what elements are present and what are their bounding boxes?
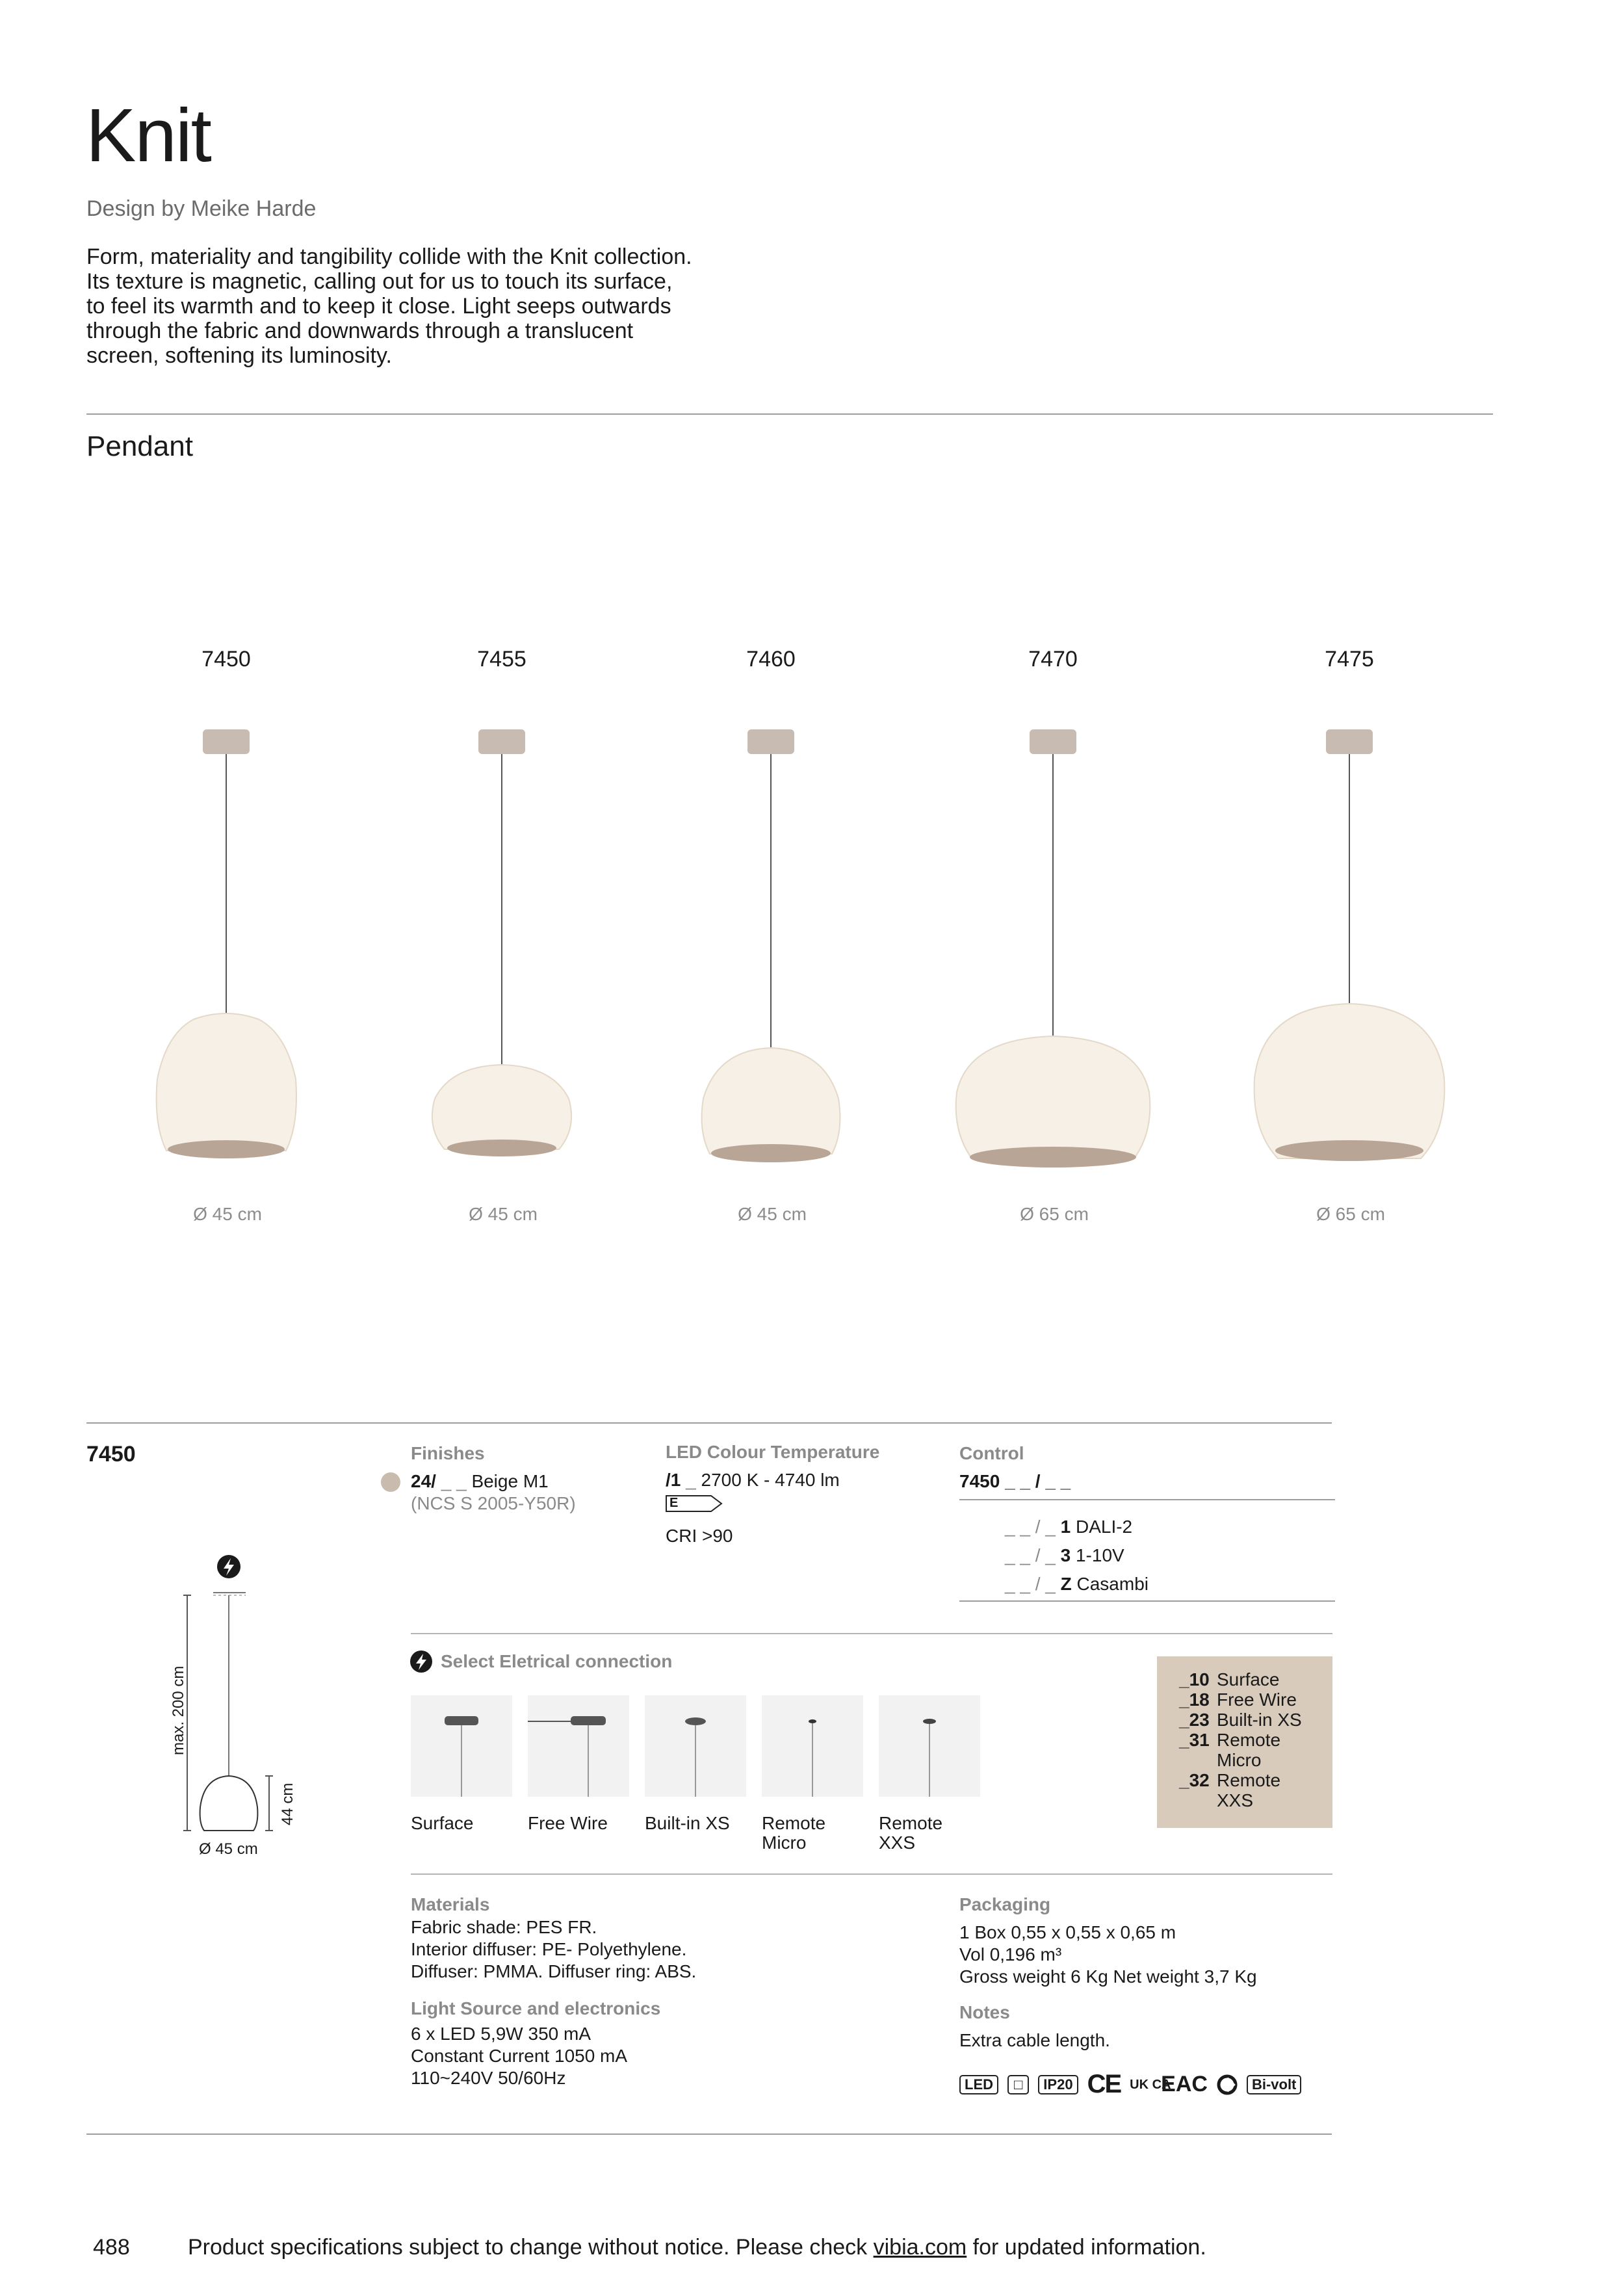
led-option	[666, 1469, 840, 1491]
canopy	[1326, 729, 1373, 754]
ip20-badge-icon: IP20	[1038, 2075, 1078, 2094]
intro-line: through the fabric and downwards through a translucent	[86, 319, 634, 343]
spec-bottom-divider	[86, 2133, 1332, 2135]
control-name: Casambi	[1076, 1574, 1149, 1594]
led-badge-icon: LED	[959, 2075, 998, 2094]
control-bottom-divider	[959, 1600, 1335, 1602]
energy-class-letter: E	[669, 1496, 679, 1510]
control-pattern: 7450 _ _ / _ _	[959, 1471, 1071, 1491]
connection-label-line: Remote	[879, 1813, 943, 1833]
light-source-label: Light Source and electronics	[411, 1998, 661, 2018]
ukca-mark-icon: UK CA	[1130, 2077, 1171, 2092]
connection-label-line: XXS	[879, 1833, 916, 1853]
materials-label: Materials	[411, 1894, 490, 1914]
control-code: 3	[1060, 1545, 1071, 1565]
lamp-7455-image	[432, 729, 571, 1156]
led-code: /1	[666, 1470, 681, 1490]
materials-line: Diffuser: PMMA. Diffuser ring: ABS.	[411, 1961, 697, 1981]
intro-line: to feel its warmth and to keep it close. Light seeps outwards	[86, 294, 671, 319]
control-name: 1-10V	[1075, 1545, 1124, 1565]
lamp-7450-image	[157, 729, 296, 1158]
divider	[411, 1633, 1332, 1634]
light-source-line: 110~240V 50/60Hz	[411, 2068, 566, 2088]
model-number-7470: 7470	[1028, 647, 1078, 672]
packaging-line: 1 Box 0,55 x 0,55 x 0,65 m	[959, 1922, 1176, 1942]
lamp-7460-image	[702, 729, 840, 1162]
page-title: Knit	[86, 93, 211, 177]
canopy	[747, 729, 794, 754]
led-blank: _	[686, 1470, 696, 1490]
connection-code-row	[1179, 1669, 1280, 1689]
certification-icons	[959, 2070, 1301, 2099]
connection-remote-xxs-label	[879, 1814, 942, 1853]
finish-blanks: _ _	[441, 1471, 467, 1491]
connection-surface-label	[411, 1814, 474, 1833]
light-source-line: Constant Current 1050 mA	[411, 2046, 628, 2066]
intro-text	[86, 244, 827, 368]
connection-code-name: Remote	[1217, 1730, 1281, 1750]
connection-code-name: Surface	[1217, 1669, 1280, 1689]
light-source-line: 6 x LED 5,9W 350 mA	[411, 2024, 591, 2044]
connection-code: _18	[1179, 1689, 1210, 1710]
diameter-7475: Ø 65 cm	[1316, 1204, 1385, 1224]
connection-code-row	[1179, 1770, 1280, 1790]
eac-mark-icon: EAC	[1161, 2072, 1208, 2096]
control-prefix: _ _ / _	[1005, 1517, 1056, 1537]
control-prefix: _ _ / _	[1005, 1574, 1056, 1594]
connection-code-row	[1179, 1790, 1253, 1810]
materials-line: Interior diffuser: PE- Polyethylene.	[411, 1939, 687, 1959]
spec-divider	[86, 1422, 1332, 1424]
control-name: DALI-2	[1075, 1517, 1133, 1537]
connection-remote-micro-label	[762, 1814, 825, 1853]
led-value: 2700 K - 4740 lm	[701, 1470, 840, 1490]
connection-code: _31	[1179, 1730, 1210, 1750]
dimension-shade-height-label: 44 cm	[279, 1782, 296, 1825]
connection-label-line: Built-in XS	[645, 1813, 730, 1833]
connection-code-name: Remote	[1217, 1770, 1281, 1790]
control-code: Z	[1060, 1574, 1072, 1594]
control-option-dali	[1005, 1516, 1132, 1538]
connection-code-row	[1179, 1730, 1280, 1750]
canopy	[1030, 729, 1076, 754]
connection-built-in-xs-label	[645, 1814, 730, 1833]
control-divider	[959, 1499, 1335, 1500]
lamp-7470-image	[956, 729, 1150, 1168]
diameter-7455: Ø 45 cm	[469, 1204, 538, 1224]
connection-code-row	[1179, 1689, 1297, 1710]
dimension-height-label: max. 200 cm	[170, 1665, 187, 1755]
intro-line: Its texture is magnetic, calling out for us to touch its surface,	[86, 269, 673, 294]
connection-code-name: XXS	[1217, 1790, 1254, 1810]
footer-disclaimer	[188, 2235, 1206, 2260]
page-number: 488	[93, 2235, 130, 2260]
bi-volt-badge-icon: Bi-volt	[1247, 2075, 1301, 2094]
control-prefix: _ _ / _	[1005, 1545, 1056, 1565]
packaging-line: Gross weight 6 Kg Net weight 3,7 Kg	[959, 1966, 1257, 1987]
model-number-7460: 7460	[746, 647, 796, 672]
divider	[86, 413, 1493, 415]
connection-free-wire-thumb[interactable]	[528, 1695, 629, 1797]
lamp-7475-image	[1254, 729, 1445, 1161]
designer-credit: Design by Meike Harde	[86, 196, 317, 221]
connection-code: _32	[1179, 1770, 1210, 1790]
materials-line: Fabric shade: PES FR.	[411, 1917, 597, 1937]
electrical-label: Select Eletrical connection	[441, 1651, 673, 1671]
finish-code: 24/	[411, 1471, 436, 1491]
model-number-7450: 7450	[201, 647, 251, 672]
footer-text: for updated information.	[967, 2235, 1206, 2260]
connection-remote-micro-thumb[interactable]	[762, 1695, 863, 1797]
class-ii-icon: □	[1007, 2075, 1029, 2094]
connection-code-row	[1179, 1710, 1302, 1730]
connection-code-name: Micro	[1217, 1750, 1262, 1770]
connection-free-wire-label	[528, 1814, 608, 1833]
diameter-7470: Ø 65 cm	[1020, 1204, 1089, 1224]
intro-line: screen, softening its luminosity.	[86, 343, 392, 368]
canopy	[203, 729, 250, 754]
connection-code-name: Built-in XS	[1217, 1710, 1302, 1730]
control-label: Control	[959, 1443, 1024, 1463]
connection-code: _10	[1179, 1669, 1210, 1689]
connection-built-in-xs-thumb[interactable]	[645, 1695, 746, 1797]
packaging-line: Vol 0,196 m³	[959, 1944, 1062, 1964]
recycling-icon	[1217, 2074, 1238, 2095]
section-title: Pendant	[86, 430, 193, 462]
connection-label-line: Remote	[762, 1813, 826, 1833]
diameter-7460: Ø 45 cm	[738, 1204, 807, 1224]
packaging-label: Packaging	[959, 1894, 1051, 1914]
connection-code-row	[1179, 1750, 1261, 1770]
connection-surface-thumb[interactable]	[411, 1695, 512, 1797]
finish-ncs: (NCS S 2005-Y50R)	[411, 1493, 576, 1513]
connection-label-line: Free Wire	[528, 1813, 608, 1833]
cri-value: CRI >90	[666, 1526, 733, 1546]
connection-code: _23	[1179, 1710, 1210, 1730]
finish-swatch	[381, 1472, 400, 1492]
model-number-7475: 7475	[1325, 647, 1374, 672]
led-label: LED Colour Temperature	[666, 1442, 880, 1462]
lamp-illustrations	[0, 722, 1623, 1177]
connection-remote-xxs-thumb[interactable]	[879, 1695, 980, 1797]
lightning-icon	[409, 1650, 433, 1673]
spec-model-number: 7450	[86, 1442, 136, 1467]
finish-option	[411, 1470, 549, 1493]
control-code: 1	[1060, 1517, 1071, 1537]
diameter-7450: Ø 45 cm	[193, 1204, 262, 1224]
model-number-7455: 7455	[477, 647, 526, 672]
light-source-text	[411, 2023, 627, 2089]
intro-line: Form, materiality and tangibility collide with the Knit collection.	[86, 244, 692, 269]
vibia-link[interactable]: vibia.com	[873, 2235, 967, 2260]
connection-code-name: Free Wire	[1217, 1689, 1297, 1710]
notes-label: Notes	[959, 2002, 1010, 2022]
connection-label-line: Surface	[411, 1813, 474, 1833]
connection-label-line: Micro	[762, 1833, 807, 1853]
control-option-casambi	[1005, 1573, 1149, 1595]
finish-name: Beige M1	[471, 1471, 549, 1491]
footer-text: Product specifications subject to change without notice. Please check	[188, 2235, 874, 2260]
divider	[411, 1873, 1332, 1875]
notes-text: Extra cable length.	[959, 2030, 1110, 2050]
canopy	[478, 729, 525, 754]
materials-text	[411, 1916, 696, 1983]
dimension-diameter-label: Ø 45 cm	[199, 1840, 258, 1858]
packaging-text	[959, 1922, 1257, 1988]
control-option-1-10v	[1005, 1545, 1124, 1567]
finishes-label: Finishes	[411, 1443, 485, 1463]
connection-codes-box	[1157, 1656, 1332, 1828]
ce-mark-icon: CE	[1087, 2070, 1121, 2098]
